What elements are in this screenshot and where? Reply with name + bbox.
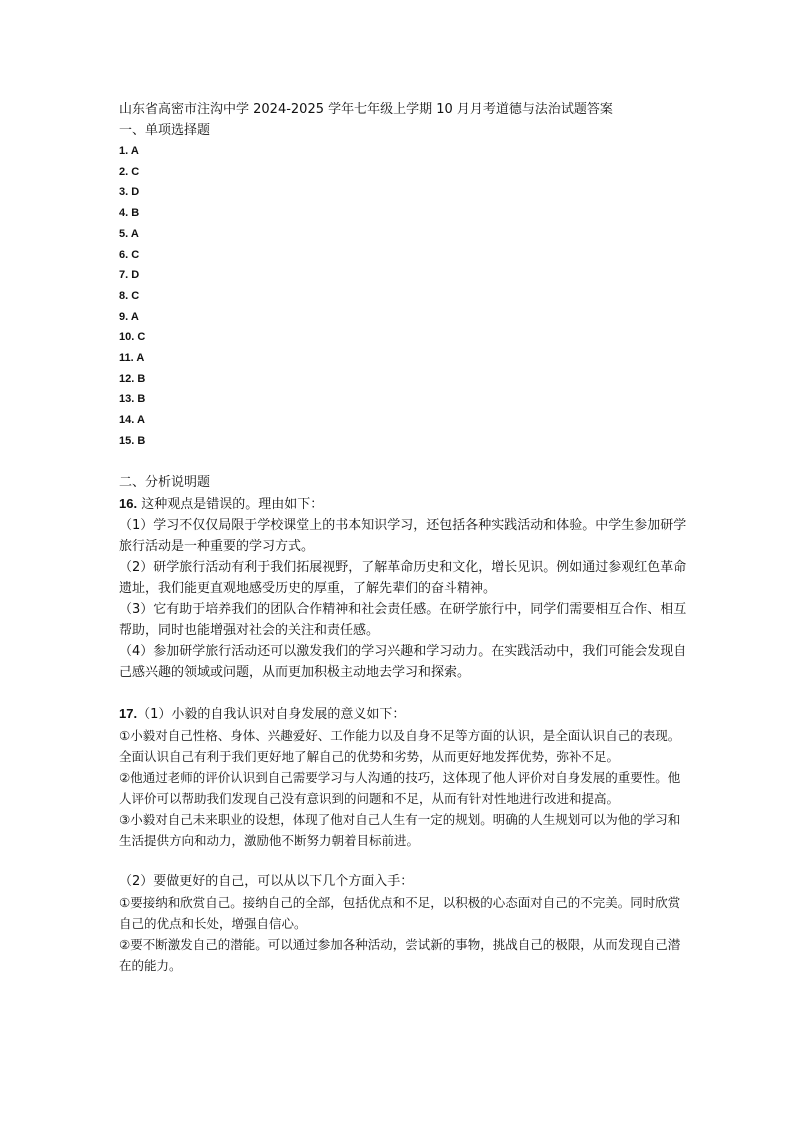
question-17-part2-heading: （2）要做更好的自己，可以从以下几个方面入手： — [119, 873, 414, 889]
answer-item: 8. C — [119, 289, 140, 302]
question-17-part1-point: ③小毅对自己未来职业的设想，体现了他对自己人生有一定的规划。明确的人生规划可以为他的学习和生活提供方向和动力，激励他不断努力朝着目标前进。 — [119, 811, 681, 848]
answer-item: 1. A — [119, 145, 139, 157]
question-16-point: （4）参加研学旅行活动还可以激发我们的学习兴趣和学习动力。在实践活动中，我们可能会发现自己感兴趣的领域或问题，从而更加积极主动地去学习和探索。 — [119, 643, 687, 680]
question-16-point: （3）它有助于培养我们的团队合作精神和社会责任感。在研学旅行中，同学们需要相互合作、相互帮助，同时也能增强对社会的关注和责任感。 — [119, 601, 687, 638]
document-title: 山东省高密市注沟中学 2024-2025 学年七年级上学期 10 月月考道德与法治试题答案 — [119, 102, 613, 117]
answer-item: 7. D — [119, 269, 140, 282]
question-16-number: 16. — [119, 495, 138, 511]
answer-item: 9. A — [119, 310, 139, 323]
answer-item: 5. A — [119, 227, 139, 240]
answer-item: 6. C — [119, 248, 140, 261]
spacer — [119, 683, 689, 703]
section1-heading: 一、单项选择题 — [119, 123, 211, 138]
document-page — [119, 99, 689, 976]
answer-item: 10. C — [119, 331, 146, 344]
question-17-part1-point: ①小毅对自己性格、身体、兴趣爱好、工作能力以及自身不足等方面的认识，是全面认识自己的表现。全面认识自己有利于我们更好地了解自己的优势和劣势，从而更好地发挥优势，弥补不足。 — [119, 727, 681, 764]
answer-item: 13. B — [119, 393, 146, 406]
answer-item: 12. B — [119, 372, 146, 385]
question-16-intro — [119, 493, 689, 515]
question-17-part2-point: ②要不断激发自己的潜能。可以通过参加各种活动，尝试新的事物，挑战自己的极限，从而发现自己潜在的能力。 — [119, 936, 681, 973]
spacer — [119, 851, 689, 871]
question-16-point: （2）研学旅行活动有利于我们拓展视野，了解革命历史和文化，增长见识。例如通过参观红色革命遗址，我们能更直观地感受历史的厚重，了解先辈们的奋斗精神。 — [119, 559, 687, 596]
question-17-number: 17. — [119, 705, 138, 721]
answer-item: 2. C — [119, 165, 140, 178]
section2-heading: 二、分析说明题 — [119, 474, 211, 490]
answer-item: 14. A — [119, 414, 145, 427]
spacer — [119, 452, 689, 472]
answer-item: 15. B — [119, 434, 146, 447]
question-17-part1-heading-text: （1）小毅的自我认识对自身发展的意义如下： — [137, 706, 406, 722]
question-17-part2-point: ①要接纳和欣赏自己。接纳自己的全部，包括优点和不足，以积极的心态面对自己的不完美。同时欣赏自己的优点和长处，增强自信心。 — [119, 894, 681, 931]
answer-item: 3. D — [119, 186, 140, 199]
answer-item: 11. A — [119, 352, 145, 365]
answer-item: 4. B — [119, 207, 140, 220]
question-16-intro-text: 这种观点是错误的。理由如下： — [137, 496, 324, 512]
answer-list — [119, 141, 689, 452]
question-16-point: （1）学习不仅仅局限于学校课堂上的书本知识学习，还包括各种实践活动和体验。中学生参加研学旅行活动是一种重要的学习方式。 — [119, 517, 687, 554]
question-17-part1-point: ②他通过老师的评价认识到自己需要学习与人沟通的技巧，这体现了他人评价对自身发展的重要性。他人评价可以帮助我们发现自己没有意识到的问题和不足，从而有针对性地进行改进和提高。 — [119, 769, 681, 806]
question-17-part1-heading — [119, 703, 689, 725]
